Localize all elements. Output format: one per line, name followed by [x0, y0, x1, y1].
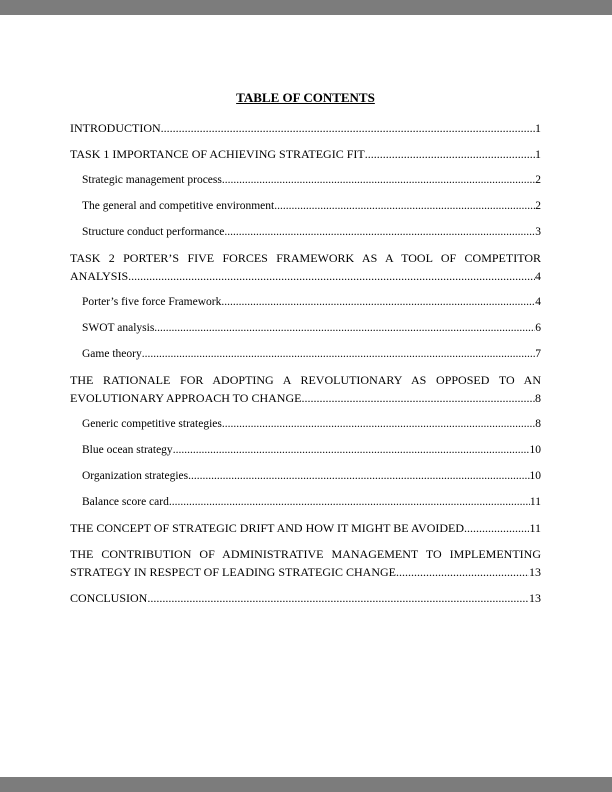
toc-entry-text: Game theory [82, 348, 142, 360]
dot-leader [147, 589, 529, 607]
page-number: 8 [535, 418, 541, 430]
toc-entry [70, 171, 541, 189]
dot-leader [301, 389, 535, 407]
toc-entry [70, 319, 541, 337]
dot-leader [222, 171, 535, 189]
toc-entry-text: Porter’s five force Framework [82, 296, 222, 308]
toc-entry-text: SWOT analysis [82, 322, 155, 334]
dot-leader [224, 223, 535, 241]
dot-leader [222, 415, 535, 433]
toc-entry-text: THE RATIONALE FOR ADOPTING A REVOLUTIONARY AS OPPOSED TO AN [70, 373, 541, 387]
toc-entry [70, 589, 541, 607]
page-number: 8 [535, 391, 541, 405]
document-page [0, 15, 612, 777]
toc-entry [70, 371, 541, 407]
dot-leader [128, 267, 535, 285]
toc-entry-text: Blue ocean strategy [82, 444, 173, 456]
page-number: 4 [535, 269, 541, 283]
toc-entry-text: EVOLUTIONARY APPROACH TO CHANGE [70, 391, 302, 405]
toc-entry [70, 197, 541, 215]
page-number: 2 [535, 200, 541, 212]
toc-entry-text: STRATEGY IN RESPECT OF LEADING STRATEGIC CHANGE [70, 565, 397, 579]
toc-entry-text: Generic competitive strategies [82, 418, 222, 430]
toc-entry [70, 293, 541, 311]
toc-entry [70, 249, 541, 285]
dot-leader [173, 441, 530, 459]
dot-leader [161, 119, 535, 137]
toc-entry [70, 493, 541, 511]
toc-entry-text: Strategic management process [82, 174, 222, 186]
toc-entry-text: INTRODUCTION [70, 121, 161, 135]
dot-leader [274, 197, 535, 215]
toc-title: TABLE OF CONTENTS [236, 90, 375, 105]
dot-leader [221, 293, 535, 311]
toc-entry-text: Balance score card [82, 496, 169, 508]
dot-leader [188, 467, 529, 485]
toc-entry [70, 415, 541, 433]
toc-entry [70, 145, 541, 163]
page-number: 10 [529, 444, 541, 456]
toc-entry-text: THE CONTRIBUTION OF ADMINISTRATIVE MANAGEMENT TO IMPLEMENTING [70, 547, 541, 561]
page-number: 13 [529, 591, 541, 605]
page-number: 11 [529, 521, 541, 535]
toc-entry [70, 441, 541, 459]
toc-entry-text: TASK 1 IMPORTANCE OF ACHIEVING STRATEGIC FIT [70, 147, 365, 161]
toc-entry-text: THE CONCEPT OF STRATEGIC DRIFT AND HOW IT MIGHT BE AVOIDED [70, 521, 465, 535]
page-number: 1 [535, 147, 541, 161]
toc-entry-text: Structure conduct performance [82, 226, 225, 238]
toc-entry [70, 467, 541, 485]
dot-leader [396, 563, 529, 581]
page-number: 1 [535, 121, 541, 135]
dot-leader [142, 345, 536, 363]
toc-entry [70, 545, 541, 581]
toc-entry-text: Organization strategies [82, 470, 189, 482]
toc-entry [70, 345, 541, 363]
page-number: 4 [535, 296, 541, 308]
dot-leader [154, 319, 535, 337]
dot-leader [464, 519, 529, 537]
toc-entry [70, 119, 541, 137]
toc-entry [70, 519, 541, 537]
page-number: 11 [529, 496, 541, 508]
page-number: 13 [529, 565, 541, 579]
toc-entry-text: ANALYSIS [70, 269, 129, 283]
page-number: 10 [529, 470, 541, 482]
page-number: 3 [535, 226, 541, 238]
page-number: 2 [535, 174, 541, 186]
toc-entry-text: TASK 2 PORTER’S FIVE FORCES FRAMEWORK AS A TOOL OF COMPETITOR [70, 251, 541, 265]
toc-entry-text: The general and competitive environment [82, 200, 275, 212]
dot-leader [365, 145, 535, 163]
toc-entry-text: CONCLUSION [70, 591, 148, 605]
toc-entry [70, 223, 541, 241]
dot-leader [169, 493, 530, 511]
page-number: 6 [535, 322, 541, 334]
page-number: 7 [535, 348, 541, 360]
